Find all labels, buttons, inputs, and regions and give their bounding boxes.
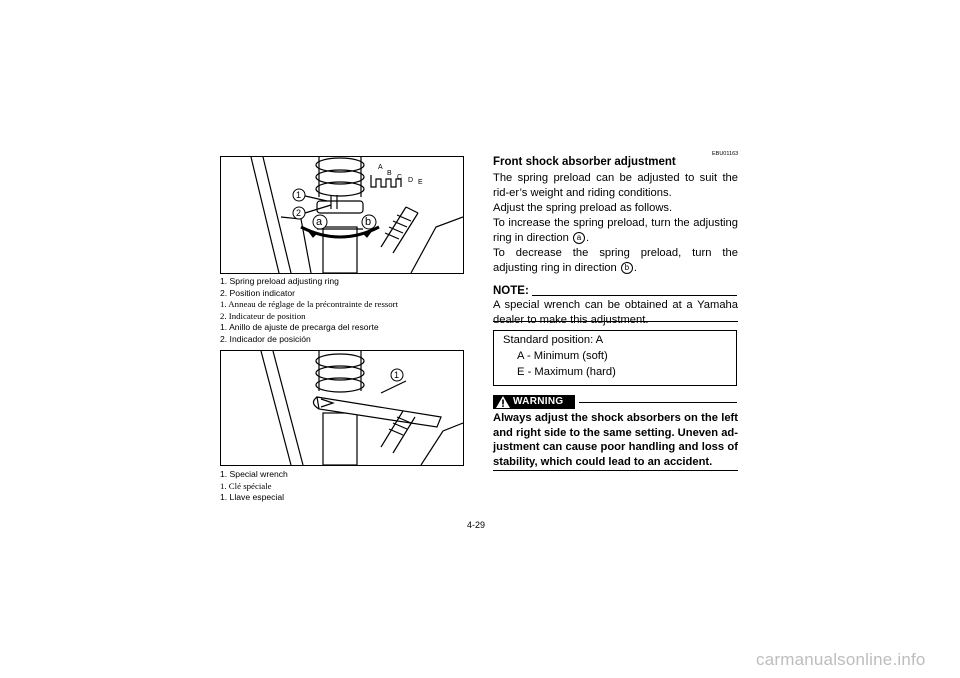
position-a-label: A [378,164,383,171]
paragraph-4-end: . [633,261,637,274]
section-heading: Front shock absorber adjustment [493,156,676,168]
note-rule [532,295,737,296]
wrench-illustration [221,351,463,465]
position-e-label: E [418,179,423,186]
caption-fr-1: 1. Anneau de réglage de la précontrainte de ressort [220,299,399,310]
caption-en-2: 2. Position indicator [220,287,295,298]
paragraph-3 [493,216,738,245]
direction-b-symbol: b [621,262,633,274]
standard-min: A - Minimum (soft) [517,350,608,362]
paragraph-3-end: . [585,231,590,244]
caption-fr-2: 2. Indicateur de position [220,310,306,321]
paragraph-3-text: To increase the spring preload, turn the adjusting ring in direction [493,217,738,244]
standard-position-box [493,330,737,386]
position-b-label: B [387,170,392,177]
caption-es-2: 2. Indicador de posición [220,333,311,344]
caption-es-1: 1. Llave especial [220,492,285,503]
warning-rule [579,402,737,403]
warning-end-rule [493,470,738,471]
callout-1-label: 1 [394,370,400,380]
page-number: 4-29 [467,520,486,530]
note-label: NOTE: [493,285,529,297]
callout-1-label: 1 [296,190,302,200]
paragraph-2: Adjust the spring preload as follows. [493,202,673,214]
warning-text: Always adjust the shock absorbers on the left and right side to the same setting. Uneven ad-justment can cause poor handling and loss of stability, which could lead to an accident. [493,412,738,468]
standard-position-title: Standard position: A [503,334,604,346]
paragraph-4 [493,246,738,275]
note-end-rule [493,321,738,322]
position-d-label: D [408,177,414,184]
direction-a-symbol: a [573,232,585,244]
warning-label: WARNING [513,396,564,407]
position-c-label: C [397,174,403,181]
figure2-captions [220,469,288,504]
caption-en-1: 1. Spring preload adjusting ring [220,276,339,286]
standard-max: E - Maximum (hard) [517,366,616,378]
caption-es-1: 1. Anillo de ajuste de precarga del resorte [220,322,379,333]
paragraph-4-text: To decrease the spring preload, turn the adjusting ring in direction [493,247,738,274]
callout-b-label: b [365,216,372,228]
callout-2-label: 2 [296,208,302,218]
warning-badge [493,395,575,409]
caption-en-1: 1. Special wrench [220,469,288,479]
caption-fr-1: 1. Clé spéciale [220,480,272,491]
figure1-captions [220,276,398,346]
section-code: EBU01163 [712,151,739,157]
callout-a-label: a [316,216,323,228]
watermark: carmanualsonline.info [756,650,926,669]
note-text: A special wrench can be obtained at a Yamaha dealer to make this adjustment. [493,299,738,326]
shock-absorber-illustration [221,157,463,273]
paragraph-1: The spring preload can be adjusted to suit the rid-er’s weight and riding conditions. [493,172,738,199]
warning-triangle-icon [496,396,510,408]
figure-special-wrench [220,350,464,466]
figure-spring-preload [220,156,464,274]
